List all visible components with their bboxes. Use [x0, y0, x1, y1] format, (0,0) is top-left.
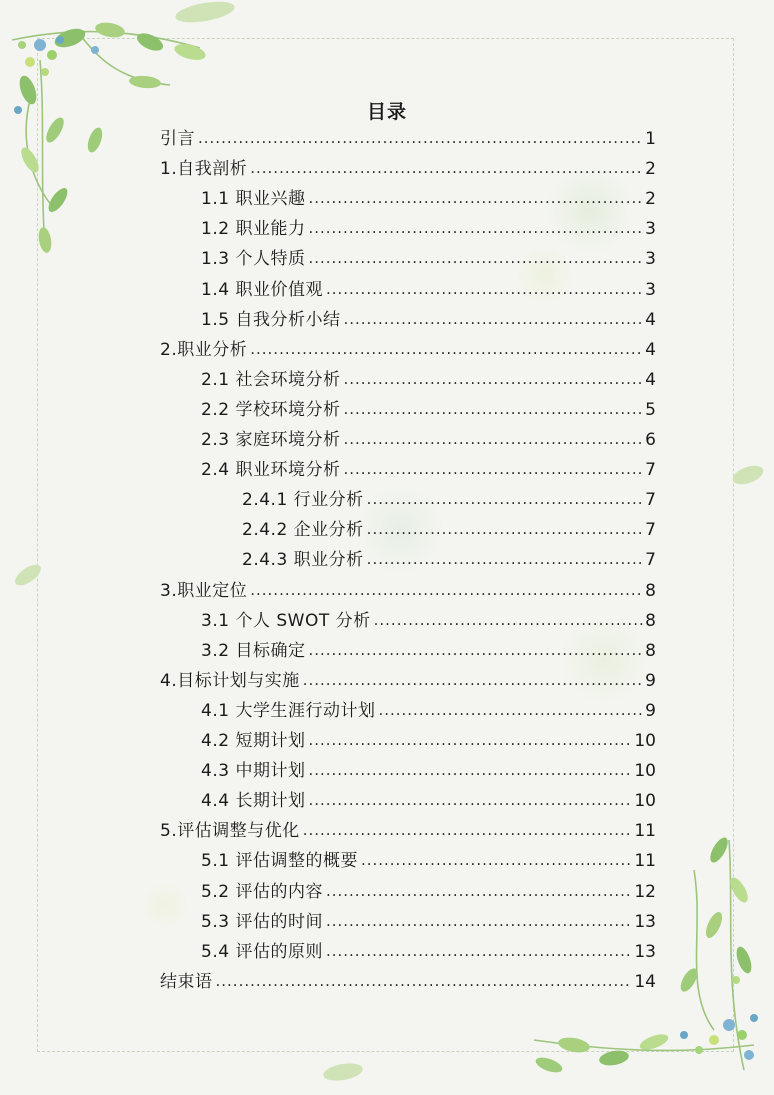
- toc-entry-label: 2.4.3 职业分析: [242, 550, 364, 571]
- toc-entry-page-number: 3: [645, 249, 656, 270]
- toc-dot-leader: [343, 454, 643, 484]
- toc-entry[interactable]: [201, 696, 656, 726]
- toc-entry[interactable]: [242, 515, 656, 545]
- toc-entry-page-number: 7: [645, 520, 656, 541]
- scattered-leaf-icon: [318, 1052, 368, 1092]
- toc-entry-page-number: 11: [634, 821, 656, 842]
- toc-dot-leader: [308, 635, 643, 665]
- toc-entry[interactable]: [201, 726, 656, 756]
- toc-entry-label: 2.职业分析: [160, 339, 248, 360]
- toc-entry-label: 2.1 社会环境分析: [201, 369, 341, 390]
- toc-entry-page-number: 13: [634, 941, 656, 962]
- toc-dot-leader: [308, 785, 632, 815]
- toc-dot-leader: [367, 544, 644, 574]
- toc-entry[interactable]: [201, 846, 656, 876]
- toc-dot-leader: [308, 213, 643, 243]
- scattered-leaf-icon: [8, 555, 48, 595]
- toc-entry-label: 4.3 中期计划: [201, 761, 306, 782]
- toc-entry-page-number: 6: [645, 430, 656, 450]
- toc-entry-label: 1.自我剖析: [160, 159, 248, 180]
- toc-entry[interactable]: [201, 937, 656, 967]
- toc-entry[interactable]: [201, 365, 656, 395]
- toc-entry-label: 1.1 职业兴趣: [201, 189, 306, 210]
- toc-entry[interactable]: [201, 244, 656, 274]
- toc-dot-leader: [250, 153, 643, 183]
- toc-dot-leader: [326, 906, 632, 936]
- toc-dot-leader: [303, 815, 633, 845]
- toc-dot-leader: [326, 876, 632, 906]
- toc-dot-leader: [374, 605, 644, 635]
- toc-entry[interactable]: [201, 756, 656, 786]
- toc-entry-page-number: 8: [645, 610, 656, 631]
- toc-entry-label: 5.4 评估的原则: [201, 941, 323, 962]
- toc-entry-page-number: 13: [634, 911, 656, 932]
- toc-dot-leader: [343, 394, 643, 424]
- toc-entry-page-number: 4: [645, 369, 656, 390]
- toc-dot-leader: [361, 845, 632, 875]
- scattered-leaf-icon: [728, 455, 768, 495]
- toc-dot-leader: [250, 334, 643, 364]
- toc-entry-page-number: 3: [645, 219, 656, 240]
- toc-entry-label: 5.3 评估的时间: [201, 911, 323, 932]
- toc-entry-label: 2.4.2 企业分析: [242, 520, 364, 541]
- toc-entry[interactable]: [201, 907, 656, 937]
- toc-entry-label: 3.2 目标确定: [201, 640, 306, 661]
- toc-entry[interactable]: [201, 877, 656, 907]
- toc-entry-page-number: 1: [645, 129, 656, 149]
- toc-dot-leader: [343, 424, 643, 454]
- toc-dot-leader: [303, 665, 643, 695]
- toc-entry-label: 3.职业定位: [160, 580, 248, 601]
- toc-entry[interactable]: [242, 545, 656, 575]
- toc-dot-leader: [367, 514, 644, 544]
- toc-entry[interactable]: [160, 967, 656, 997]
- toc-entry-label: 2.3 家庭环境分析: [201, 430, 341, 450]
- toc-entry-page-number: 14: [634, 971, 656, 992]
- toc-entry-page-number: 2: [645, 189, 656, 210]
- toc-entry[interactable]: [201, 636, 656, 666]
- toc-entry[interactable]: [242, 485, 656, 515]
- toc-entry[interactable]: [201, 305, 656, 335]
- toc-entry-label: 5.评估调整与优化: [160, 821, 300, 842]
- toc-entry-label: 1.5 自我分析小结: [201, 309, 341, 330]
- toc-entry[interactable]: [160, 154, 656, 184]
- toc-entry-page-number: 9: [645, 700, 656, 721]
- toc-entry[interactable]: [201, 275, 656, 305]
- toc-entry-page-number: 3: [645, 279, 656, 300]
- toc-entry[interactable]: [160, 576, 656, 606]
- toc-entry-label: 引言: [160, 129, 195, 149]
- toc-dot-leader: [250, 575, 643, 605]
- toc-entry-label: 2.4.1 行业分析: [242, 490, 364, 511]
- toc-entry-page-number: 4: [645, 339, 656, 360]
- toc-entry-label: 4.目标计划与实施: [160, 670, 300, 691]
- toc-entry-page-number: 10: [634, 731, 656, 751]
- toc-entry[interactable]: [201, 455, 656, 485]
- toc-entry-page-number: 9: [645, 670, 656, 691]
- toc-dot-leader: [308, 725, 632, 755]
- toc-entry-page-number: 4: [645, 309, 656, 330]
- toc-entry[interactable]: [160, 816, 656, 846]
- toc-entry-page-number: 7: [645, 460, 656, 481]
- toc-entry[interactable]: [160, 666, 656, 696]
- toc-entry[interactable]: [201, 425, 656, 455]
- toc-entry-label: 5.1 评估调整的概要: [201, 851, 358, 872]
- toc-entry-label: 3.1 个人 SWOT 分析: [201, 610, 371, 631]
- toc-entry-label: 5.2 评估的内容: [201, 881, 323, 902]
- berries: [680, 976, 758, 1060]
- toc-dot-leader: [308, 183, 643, 213]
- toc-entry[interactable]: [201, 606, 656, 636]
- toc-dot-leader: [378, 695, 643, 725]
- toc-entry[interactable]: [160, 124, 656, 154]
- toc-entry-label: 4.1 大学生涯行动计划: [201, 700, 376, 721]
- toc-entry-page-number: 12: [634, 881, 656, 902]
- toc-dot-leader: [308, 755, 632, 785]
- toc-entry[interactable]: [201, 395, 656, 425]
- toc-entry-page-number: 5: [645, 399, 656, 420]
- toc-entry-page-number: 7: [645, 550, 656, 571]
- toc-entry-label: 结束语: [160, 971, 213, 992]
- toc-dot-leader: [326, 274, 643, 304]
- toc-dot-leader: [198, 123, 643, 153]
- toc-entry-page-number: 10: [634, 791, 656, 812]
- toc-entry-label: 1.4 职业价值观: [201, 279, 323, 300]
- toc-entry-page-number: 10: [634, 761, 656, 782]
- toc-entry-page-number: 2: [645, 159, 656, 180]
- toc-dot-leader: [343, 304, 643, 334]
- toc-entry-label: 2.4 职业环境分析: [201, 460, 341, 481]
- toc-entry[interactable]: [201, 786, 656, 816]
- toc-dot-leader: [216, 966, 633, 996]
- toc-dot-leader: [367, 484, 644, 514]
- toc-entry-label: 1.3 个人特质: [201, 249, 306, 270]
- toc-entry[interactable]: [201, 184, 656, 214]
- toc-entry-page-number: 7: [645, 490, 656, 511]
- toc-dot-leader: [326, 936, 632, 966]
- toc-entry-page-number: 11: [634, 851, 656, 872]
- toc-entry-page-number: 8: [645, 640, 656, 661]
- toc-entry-label: 4.4 长期计划: [201, 791, 306, 812]
- toc-entry[interactable]: [201, 214, 656, 244]
- toc-entry-label: 1.2 职业能力: [201, 219, 306, 240]
- toc-dot-leader: [343, 364, 643, 394]
- toc-entry-page-number: 8: [645, 580, 656, 601]
- toc-title: 目录: [366, 101, 407, 123]
- toc-entry[interactable]: [160, 335, 656, 365]
- toc-dot-leader: [308, 243, 643, 273]
- toc-entry-label: 2.2 学校环境分析: [201, 399, 341, 420]
- toc-entry-label: 4.2 短期计划: [201, 731, 306, 751]
